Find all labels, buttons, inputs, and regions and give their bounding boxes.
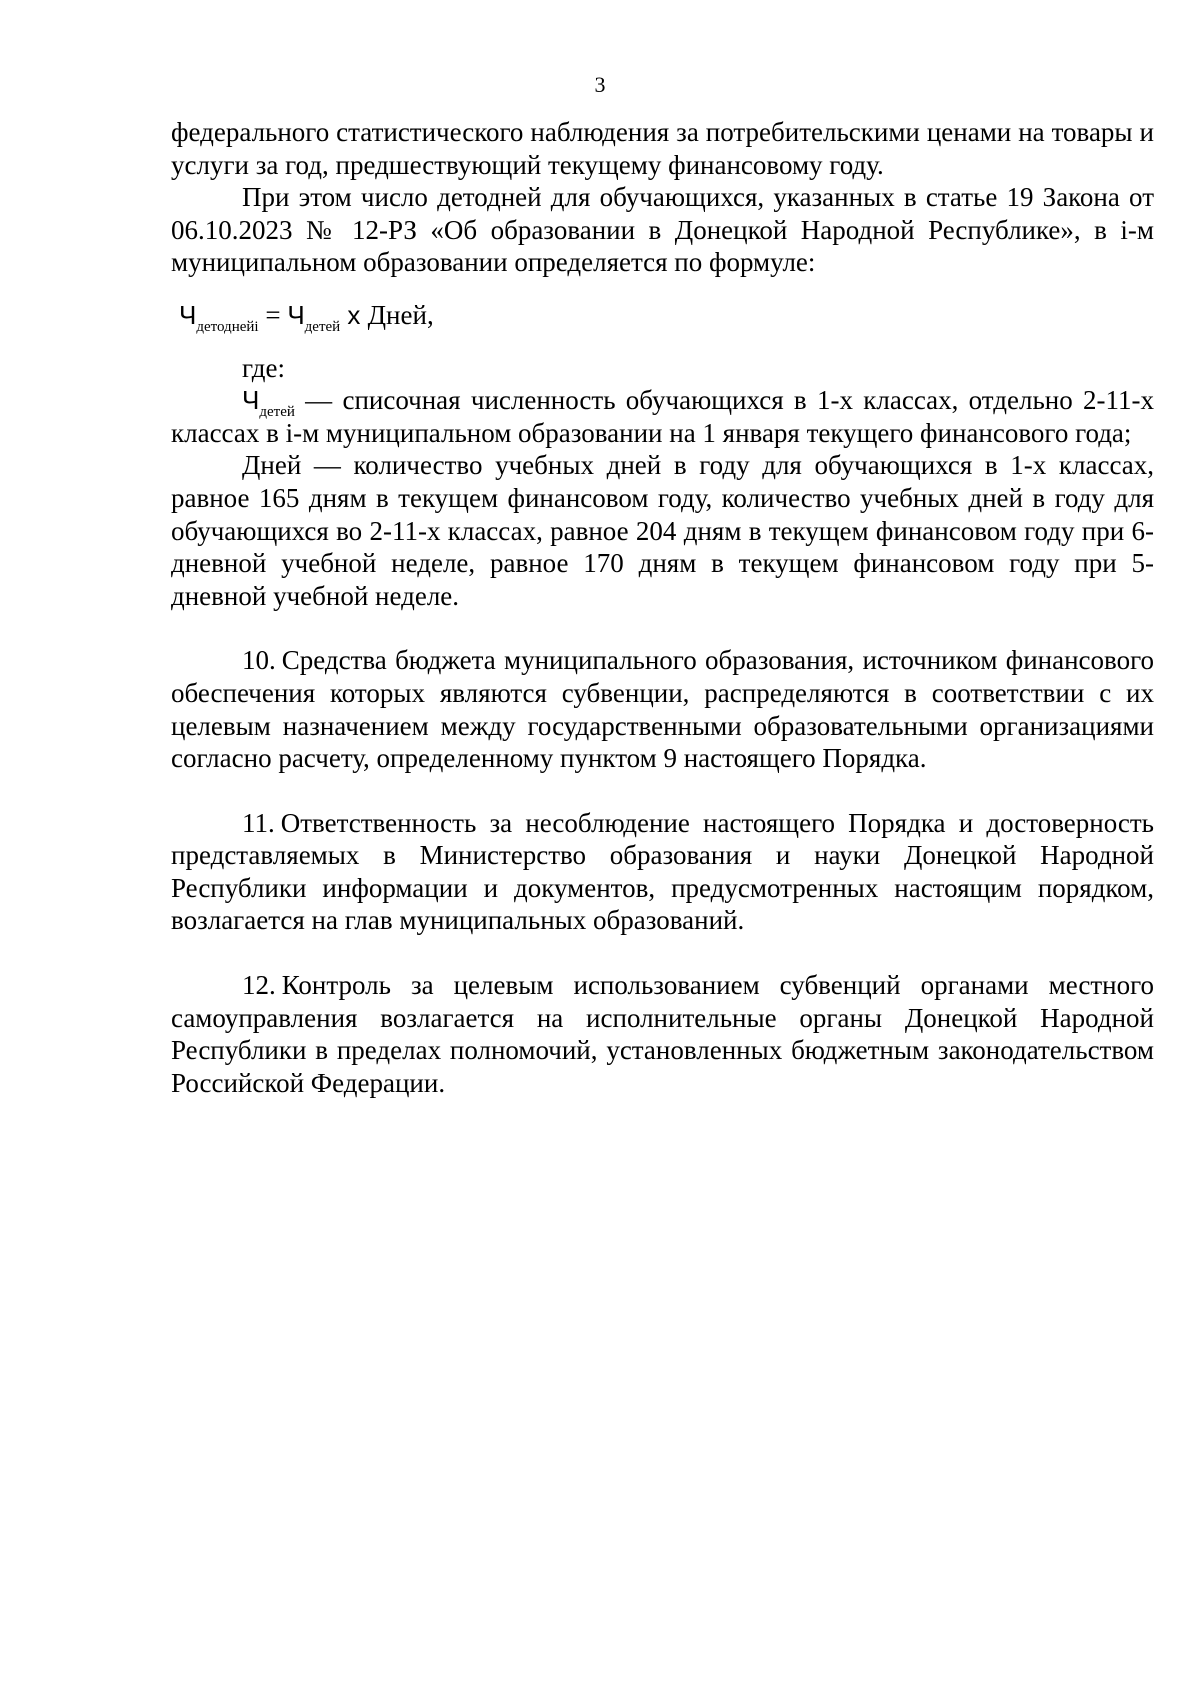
formula-rhs-subscript: детей: [304, 318, 341, 335]
paragraph-formula-intro: При этом число детодней для обучающихся, указанных в статье 19 Закона от 06.10.2023 № 12-РЗ «Об образовании в Донецкой Народной Республике», в i-м муниципальном образовании определяется по формуле:: [171, 182, 1154, 278]
clause-12-text: Контроль за целевым использованием субвенций органами местного самоуправления возлагается на исполнительные органы Донецкой Народной Республики в пределах полномочий, установленных бюджетным законодательством Российской Федерации.: [171, 970, 1154, 1098]
formula: [171, 299, 1154, 335]
document-body: [171, 116, 1154, 1099]
definition-children: [171, 384, 1154, 449]
clause-10-text: Средства бюджета муниципального образования, источником финансового обеспечения которых являются субвенции, распределяются в соответствии с их целевым назначением между государственными образовательными организациями согласно расчету, определенному пунктом 9 настоящего Порядка.: [171, 645, 1154, 774]
formula-lhs-subscript: детоднейi: [196, 318, 259, 335]
definition-children-subscript: детей: [259, 404, 295, 421]
formula-lhs-letter: Ч: [179, 299, 197, 330]
clause-10-number: 10.: [242, 645, 276, 676]
formula-equals: =: [258, 299, 288, 330]
clause-10: [171, 644, 1154, 774]
definition-days: Дней — количество учебных дней в году для обучающихся в 1-х классах, равное 165 дням в текущем финансовом году, количество учебных дней в году для обучающихся во 2-11-х классах, равное 204 дням в текущем финансовом году при 6-дневной учебной неделе, равное 170 дням в текущем финансовом году при 5-дневной учебной неделе.: [171, 450, 1154, 611]
clause-11-text: Ответственность за несоблюдение настоящего Порядка и достоверность представляемых в Министерство образования и науки Донецкой Народной Республики информации и документов, предусмотренных настоящим порядком, возлагается на глав муниципальных образований.: [171, 807, 1154, 936]
definition-children-letter: Ч: [242, 385, 260, 416]
paragraph-continued: федерального статистического наблюдения за потребительскими ценами на товары и услуги за год, предшествующий текущему финансовому году.: [171, 117, 1154, 180]
page-number: 3: [594, 72, 606, 97]
formula-rhs-tail: Дней,: [367, 299, 434, 330]
formula-rhs-letter: Ч: [287, 299, 305, 330]
clause-12-number: 12.: [242, 970, 276, 1001]
clause-11-number: 11.: [242, 807, 275, 838]
definition-children-text: — списочная численность обучающихся в 1-х классах, отдельно 2-11-х классах в i-м муниципальном образовании на 1 января текущего финансового года;: [171, 385, 1154, 448]
clause-11: [171, 807, 1154, 937]
formula-times: x: [340, 299, 368, 330]
clause-12: [171, 969, 1154, 1099]
where-label: где:: [242, 352, 285, 383]
